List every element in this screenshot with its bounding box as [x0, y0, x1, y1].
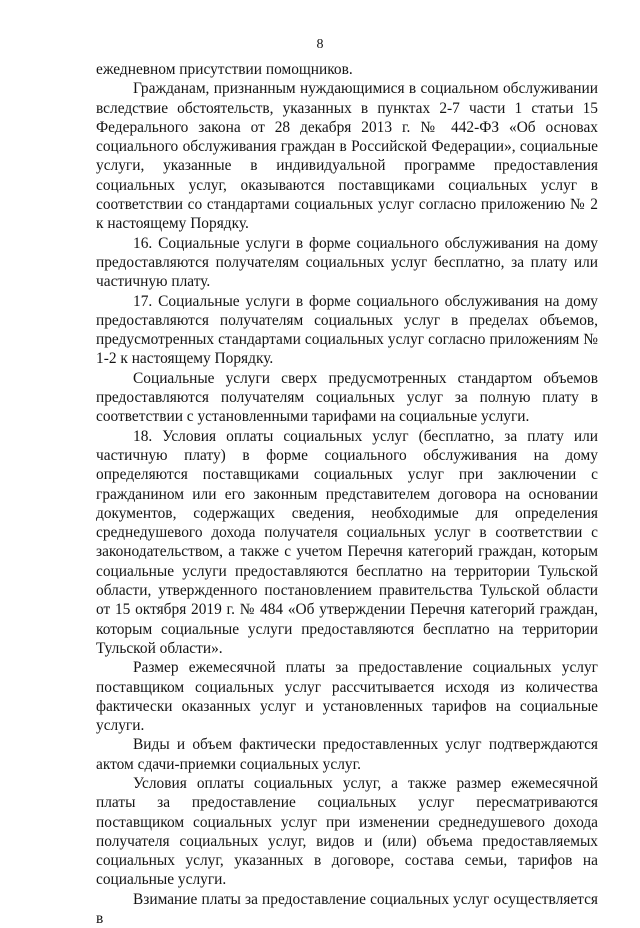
paragraph-fee-collection: Взимание платы за предоставление социальных услуг осуществляется в [96, 890, 598, 928]
paragraph-monthly-fee: Размер ежемесячной платы за предоставление социальных услуг поставщиком социальных услуг рассчитывается исходя из количества фактически оказанных услуг и установленных тарифов на социальные услуги. [96, 659, 598, 735]
paragraph-over-standard: Социальные услуги сверх предусмотренных стандартом объемов предоставляются получателям социальных услуг за полную плату в соответствии с установленными тарифами на социальные услуги. [96, 369, 598, 426]
paragraph-continuation: ежедневном присутствии помощников. [96, 61, 353, 78]
paragraph-acceptance-act: Виды и объем фактически предоставленных услуг подтверждаются актом сдачи-приемки социальных услуг. [96, 736, 598, 773]
paragraph-clause-18: 18. Условия оплаты социальных услуг (бесплатно, за плату или частичную плату) в форме социального обслуживания на дому определяются поставщиками социальных услуг при заключении с гражданином или его законным представителем договора на основании документов, содержащих сведения, необходимые для определения среднедушевого дохода получателя социальных услуг в соответствии с законодательством, а также с учетом Перечня категорий граждан, которым социальные услуги предоставляются бесплатно на территории Тульской области, утвержденного постановлением правительства Тульской области от 15 октября 2019 г. № 484 «Об утверждении Перечня категорий граждан, которым социальные услуги предоставляются бесплатно на территории Тульской области». [96, 427, 598, 657]
document-body [96, 60, 598, 928]
paragraph-clause-16: 16. Социальные услуги в форме социального обслуживания на дому предоставляются получателям социальных услуг бесплатно, за плату или частичную плату. [96, 234, 598, 291]
page-number: 8 [316, 37, 324, 52]
paragraph-payment-review: Условия оплаты социальных услуг, а также размер ежемесячной платы за предоставление социальных услуг пересматриваются поставщиком социальных услуг при изменении среднедушевого дохода получателя социальных услуг, видов и (или) объема предоставляемых социальных услуг, указанных в договоре, состава семьи, тарифов на социальные услуги. [96, 774, 598, 889]
paragraph-clause-17: 17. Социальные услуги в форме социального обслуживания на дому предоставляются получателям социальных услуг в пределах объемов, предусмотренных стандартами социальных услуг согласно приложениям № 1-2 к настоящему Порядку. [96, 292, 598, 368]
paragraph-citizens-in-need: Гражданам, признанным нуждающимися в социальном обслуживании вследствие обстоятельств, указанных в пунктах 2-7 части 1 статьи 15 Федерального закона от 28 декабря 2013 г. № 442-ФЗ «Об основах социального обслуживания граждан в Российской Федерации», социальные услуги, указанные в индивидуальной программе предоставления социальных услуг, оказываются поставщиками социальных услуг в соответствии со стандартами социальных услуг согласно приложению № 2 к настоящему Порядку. [96, 80, 598, 233]
